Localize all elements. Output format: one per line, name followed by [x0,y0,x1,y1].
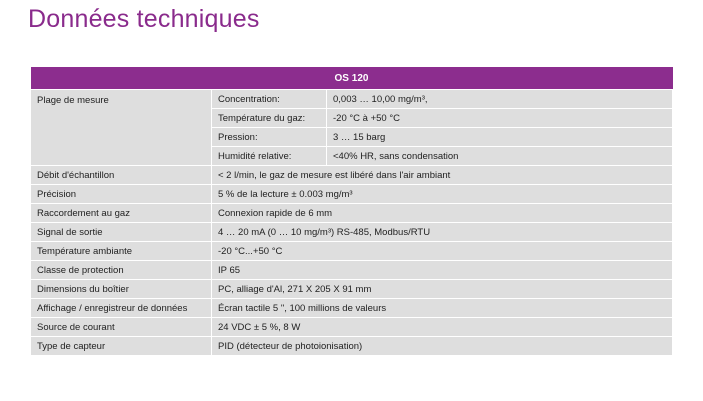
row-label: Plage de mesure [31,90,212,166]
row-value: 4 … 20 mA (0 … 10 mg/m³) RS-485, Modbus/RTU [212,223,673,242]
row-label: Dimensions du boîtier [31,280,212,299]
row-label: Débit d'échantillon [31,166,212,185]
table-row [31,90,673,109]
row-label: Température ambiante [31,242,212,261]
row-value: 24 VDC ± 5 %, 8 W [212,318,673,337]
table-row [31,337,673,356]
table-row [31,223,673,242]
row-value: Écran tactile 5 ", 100 millions de valeurs [212,299,673,318]
sub-label: Pression: [212,128,327,147]
row-value: 5 % de la lecture ± 0.003 mg/m³ [212,185,673,204]
row-value: Connexion rapide de 6 mm [212,204,673,223]
table-row [31,261,673,280]
table-row [31,185,673,204]
table-row [31,204,673,223]
table-row [31,166,673,185]
row-label: Signal de sortie [31,223,212,242]
row-label: Précision [31,185,212,204]
row-value: 0,003 … 10,00 mg/m³, [327,90,673,109]
row-label: Source de courant [31,318,212,337]
sub-label: Humidité relative: [212,147,327,166]
row-value: < 2 l/min, le gaz de mesure est libéré dans l'air ambiant [212,166,673,185]
sub-label: Température du gaz: [212,109,327,128]
table-row [31,299,673,318]
row-value: -20 °C à +50 °C [327,109,673,128]
row-value: PID (détecteur de photoionisation) [212,337,673,356]
row-value: 3 … 15 barg [327,128,673,147]
row-label: Type de capteur [31,337,212,356]
row-label: Raccordement au gaz [31,204,212,223]
spec-table [30,67,673,356]
table-row [31,318,673,337]
row-label: Affichage / enregistreur de données [31,299,212,318]
row-label: Classe de protection [31,261,212,280]
table-header: OS 120 [31,67,673,90]
page-title: Données techniques [28,5,260,33]
sub-label: Concentration: [212,90,327,109]
row-value: IP 65 [212,261,673,280]
row-value: <40% HR, sans condensation [327,147,673,166]
table-row [31,242,673,261]
table-row [31,280,673,299]
row-value: PC, alliage d'Al, 271 X 205 X 91 mm [212,280,673,299]
row-value: -20 °C...+50 °C [212,242,673,261]
